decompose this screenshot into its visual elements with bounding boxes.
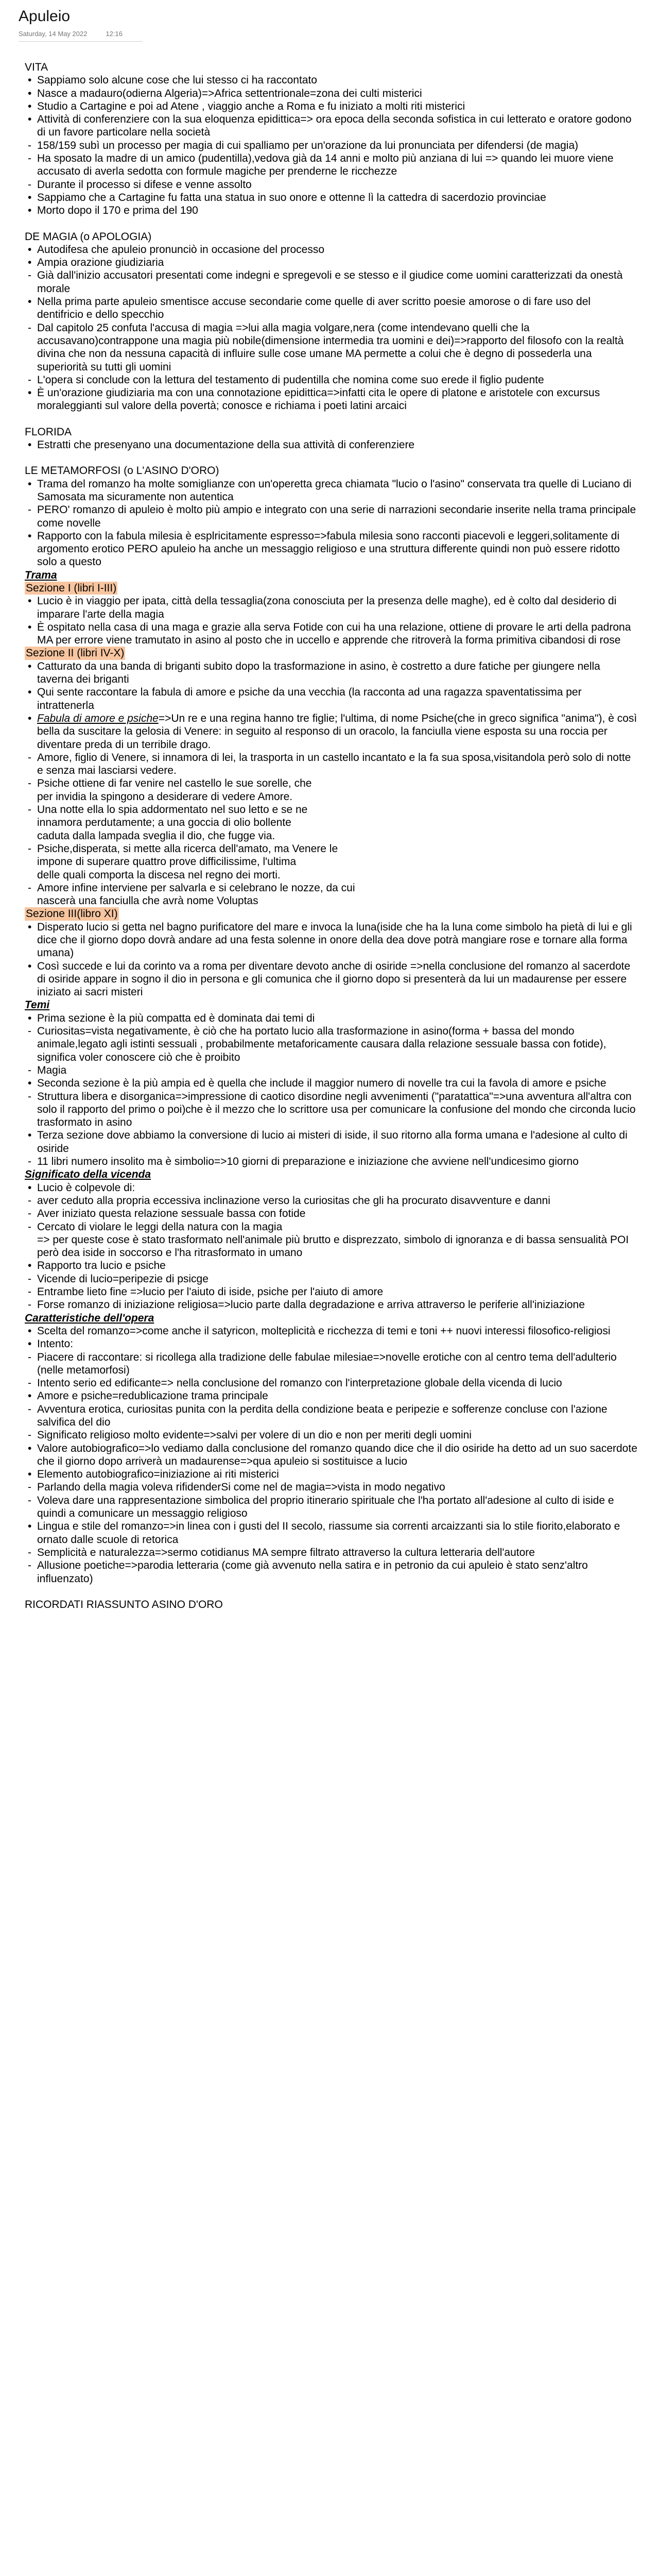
note-body[interactable] [25, 61, 637, 1611]
dash-item: - Dal capitolo 25 confuta l'accusa di magia =>lui alla magia volgare,nera (come intendevano quelli che la accusavano)contrappone una magia più nobile(dimensione intermedia tra uomini e dei)=>rapporto del filosofo con la realtà divina che non da nessuna capacità di influire sulle cose umane MA permette a colui che è degno di possederla una superiorità su tutti gli uomini [25, 321, 637, 374]
dash-item: - Entrambe lieto fine =>lucio per l'aiuto di iside, psiche per l'aiuto di amore [25, 1285, 637, 1298]
subsection-heading [25, 998, 637, 1011]
subsection-heading [25, 1312, 637, 1325]
dash-item: - Vicende di lucio=peripezie di psicge [25, 1273, 637, 1285]
blank-line [25, 217, 637, 230]
bullet-item: • Disperato lucio si getta nel bagno purificatore del mare e invoca la luna(iside che ha la luna come simbolo ha pietà di lui e gli dice che il giorno dopo dovrà andare ad una festa solenne in onore della dea dove potrà mangiare rose e tornare alla forma umana) [25, 921, 637, 960]
note-list [25, 595, 637, 647]
note-list [25, 74, 637, 217]
dash-item: - Ha sposato la madre di un amico (pudentilla),vedova già da 14 anni e molto più anziana di lui => quando lei muore viene accusato di averla sedotta con formule magiche per prenderne le ricchezze [25, 152, 637, 178]
section-heading: RICORDATI RIASSUNTO ASINO D'ORO [25, 1598, 223, 1611]
subsection-heading-text: Temi [25, 999, 50, 1011]
bullet-item: • Lucio è in viaggio per ipata, città della tessaglia(zona conosciuta per la presenza delle maghe), ed è colto dal desiderio di imparare l'arte della magia [25, 595, 637, 621]
highlighted-text: Sezione II (libri IV-X) [26, 647, 125, 659]
bullet-item: • Lingua e stile del romanzo=>in linea con i gusti del II secolo, riassume sia correnti arcaizzanti sia lo stile fiorito,elaborato e ornato dalle scuole di retorica [25, 1520, 637, 1546]
dash-item: - Magia [25, 1064, 637, 1077]
highlighted-text: Sezione I (libri I-III) [26, 582, 117, 594]
note-list [25, 1181, 637, 1312]
dash-item: - Struttura libera e disorganica=>impressione di caotico disordine negli avvenimenti ("paratattica"=>una avventura all'altra con solo il rapporto del primo o poi)che è il mezzo che lo scrittore usa per comunicare la confusione del mondo che circonda lucio trasformato in asino [25, 1090, 637, 1129]
bullet-item: • Trama del romanzo ha molte somiglianze con un'operetta greca chiamata "lucio o l'asino" conservata tra quelle di Luciano di Samosata ma sicuramente non autentica [25, 478, 637, 504]
subsection-heading-text: Significato della vicenda [25, 1168, 151, 1181]
dash-item: - PERO' romanzo di apuleio è molto più ampio e integrato con una serie di narrazioni secondarie inserite nella trama principale come novelle [25, 503, 637, 530]
bullet-item: • Sappiamo che a Cartagine fu fatta una statua in suo onore e ottenne lì la cattedra di sacerdozio provinciae [25, 191, 637, 204]
bullet-item: • Qui sente raccontare la fabula di amore e psiche da una vecchia (la racconta ad una ragazza spaventatissima per intrattenerla [25, 686, 637, 712]
dash-item: - Parlando della magia voleva rifidenderSi come nel de magia=>vista in modo negativo [25, 1481, 637, 1494]
bullet-item: • Amore e psiche=redublicazione trama principale [25, 1389, 637, 1402]
bullet-item: • Attività di conferenziere con la sua eloquenza epidittica=> ora epoca della seconda sofistica in cui letterato e oratore godono di un favore particolare nella società [25, 113, 637, 139]
dash-item: - Amore infine interviene per salvarla e si celebrano le nozze, da cui nascerà una fanciulla che avrà nome Voluptas [25, 882, 637, 908]
dash-item: - 11 libri numero insolito ma è simbolio=>10 giorni di preparazione e iniziazione che avviene nell'undicesimo giorno [25, 1155, 637, 1168]
section-heading: DE MAGIA (o APOLOGIA) [25, 230, 152, 243]
highlighted-section-label [25, 907, 637, 920]
dash-item: - Già dall'inizio accusatori presentati come indegni e spregevoli e se stesso e il giudice come uomini caratterizzati da onestà morale [25, 269, 637, 295]
dash-item: - Intento serio ed edificante=> nella conclusione del romanzo con l'interpretazione globale della vicenda di lucio [25, 1377, 637, 1389]
dash-item: - aver ceduto alla propria eccessiva inclinazione verso la curiositas che gli ha procurato disavventure e danni [25, 1194, 637, 1207]
page-title[interactable]: Apuleio [19, 8, 71, 25]
dash-item: - L'opera si conclude con la lettura del testamento di pudentilla che nomina come suo erede il figlio pudente [25, 374, 637, 386]
blank-line [25, 451, 637, 464]
dash-item: - Significato religioso molto evidente=>salvi per volere di un dio e non per meriti degli uomini [25, 1429, 637, 1442]
bullet-item: • Intento: [25, 1337, 637, 1350]
highlighted-text: Sezione III(libro XI) [26, 908, 118, 920]
highlighted-section-label [25, 647, 637, 659]
bullet-item: • Elemento autobiografico=iniziazione ai riti misterici [25, 1468, 637, 1481]
bullet-item: • Terza sezione dove abbiamo la conversione di lucio ai misteri di iside, il suo ritorno alla forma umana e l'adesione al culto di osiride [25, 1129, 637, 1155]
bullet-item: • Sappiamo solo alcune cose che lui stesso ci ha raccontato [25, 74, 637, 87]
dash-item: - Piacere di raccontare: si ricollega alla tradizione delle fabulae milesiae=>novelle erotiche con al centro tema dell'adulterio (nelle metamorfosi) [25, 1351, 637, 1377]
dash-item: - Una notte ella lo spia addormentato nel suo letto e se ne innamora perdutamente; a una goccia di olio bollente caduta dalla lampada sveglia il dio, che fugge via. [25, 803, 637, 842]
blank-line [25, 413, 637, 426]
dash-item: - Aver iniziato questa relazione sessuale bassa con fotide [25, 1207, 637, 1220]
bullet-item: • Estratti che presenyano una documentazione della sua attività di conferenziere [25, 438, 637, 451]
bullet-item: • Catturato da una banda di briganti subito dopo la trasformazione in asino, è costretto a dure fatiche per giungere nella taverna dei briganti [25, 660, 637, 686]
dash-item: - Avventura erotica, curiositas punita con la perdita della condizione beata e peripezie e sofferenze concluse con l'azione salvifica del dio [25, 1403, 637, 1429]
bullet-item: • Valore autobiografico=>lo vediamo dalla conclusione del romanzo quando dice che il dio osiride ha detto ad un suo sacerdote che il giorno dopo arriverà un madaurense=>qua apuleio si sostituisce a lucio [25, 1442, 637, 1468]
bullet-item: • Fabula di amore e psiche=>Un re e una regina hanno tre figlie; l'ultima, di nome Psiche(che in greco significa "anima"), è così bella da suscitare la gelosia di Venere: in seguito al responso di un oracolo, la fanciulla viene esposta su una roccia per diventare preda di un terribile drago. [25, 712, 637, 751]
bullet-item: • Rapporto con la fabula milesia è esplricitamente espresso=>fabula milesia sono racconti piacevoli e leggeri,solitamente di argomento erotico PERO apuleio ha anche un messaggio religioso e una struttura differente quindi non può essere ridotto solo a questo [25, 530, 637, 569]
bullet-item: • Autodifesa che apuleio pronunciò in occasione del processo [25, 243, 637, 256]
bullet-item: • È ospitato nella casa di una maga e grazie alla serva Fotide con cui ha una relazione, ottiene di provare le arti della padrona MA per errore viene tramutato in asino al posto che in uccello e apprende che ritroverà la forma primitiva cibandosi di rose [25, 621, 637, 647]
bullet-item: • Così succede e lui da corinto va a roma per diventare devoto anche di osiride =>nella conclusione del romanzo al sacerdote di osiride appare in sogno il dio in persona e gli comunica che il giorno dopo si presenterà da lui un madaurense per essere iniziato ai sacri misteri [25, 960, 637, 999]
bullet-item: • È un'orazione giudiziaria ma con una connotazione epidittica=>infatti cita le opere di platone e aristotele con excursus moraleggianti sul valore della povertà; conosce e richiama i poeti latini arcaici [25, 386, 637, 413]
page-date: Saturday, 14 May 2022 [19, 30, 88, 38]
dash-item: - Cercato di violare le leggi della natura con la magia => per queste cose è stato trasformato nell'animale più brutto e disprezzato, simbolo di ignoranza e di bassa sensualità POI però dea iside in soccorso e l'ha ritrasformato in umano [25, 1221, 637, 1260]
dash-item: - Allusione poetiche=>parodia letteraria (come già avvenuto nella satira e in petronio da cui apuleio è stato senz'altro influenzato) [25, 1559, 637, 1585]
section-heading: LE METAMORFOSI (o L'ASINO D'ORO) [25, 465, 219, 477]
dash-item: - Voleva dare una rappresentazione simbolica del proprio itinerario spirituale che l'ha portato all'adesione al culto di iside e quindi a comunicare un messaggio religioso [25, 1494, 637, 1520]
bullet-item: • Morto dopo il 170 e prima del 190 [25, 204, 637, 217]
dash-item: - Psiche ottiene di far venire nel castello le sue sorelle, che per invidia la spingono a desiderare di vedere Amore. [25, 777, 637, 803]
bullet-item: • Seconda sezione è la più ampia ed è quella che include il maggior numero di novelle tra cui la favola di amore e psiche [25, 1077, 637, 1090]
note-list [25, 438, 637, 451]
note-list [25, 478, 637, 569]
bullet-item: • Ampia orazione giudiziaria [25, 256, 637, 269]
section-heading: FLORIDA [25, 426, 72, 438]
note-list [25, 921, 637, 999]
dash-item: - Amore, figlio di Venere, si innamora di lei, la trasporta in un castello incantato e la fa sua sposa,visitandola però solo di notte e senza mai lasciarsi vedere. [25, 751, 637, 777]
title-divider [19, 41, 142, 42]
dash-item: - Forse romanzo di iniziazione religiosa=>lucio parte dalla degradazione e arriva attraverso le periferie all'iniziazione [25, 1298, 637, 1311]
dash-item: - Curiositas=vista negativamente, è ciò che ha portato lucio alla trasformazione in asino(forma + bassa del mondo animale,legato agli istinti sessuali , probabilmente metaforicamente causara dalla relazione sessuale bassa con fotide), significa voler conoscere ciò che è proibito [25, 1025, 637, 1064]
bullet-item: • Studio a Cartagine e poi ad Atene , viaggio anche a Roma e fu iniziato a molti riti misterici [25, 100, 637, 113]
bullet-item: • Lucio è colpevole di: [25, 1181, 637, 1194]
subsection-heading-text: Caratteristiche dell'opera [25, 1312, 154, 1324]
subsection-heading-text: Trama [25, 569, 57, 581]
page-meta [19, 30, 123, 38]
subsection-heading [25, 569, 637, 582]
bullet-item: • Rapporto tra lucio e psiche [25, 1259, 637, 1272]
note-list [25, 243, 637, 413]
note-list [25, 1012, 637, 1168]
page-time: 12:16 [106, 30, 123, 38]
subsection-heading [25, 1168, 637, 1181]
bullet-item: • Prima sezione è la più compatta ed è dominata dai temi di [25, 1012, 637, 1025]
bullet-item: • Scelta del romanzo=>come anche il satyricon, molteplicità e ricchezza di temi e toni ++ nuovi interessi filosofico-religiosi [25, 1325, 637, 1337]
blank-line [25, 1585, 637, 1598]
emphasis-text: Fabula di amore e psiche [37, 712, 159, 724]
highlighted-section-label [25, 582, 637, 595]
bullet-item: • Nasce a madauro(odierna Algeria)=>Africa settentrionale=zona dei culti misterici [25, 87, 637, 100]
section-heading: VITA [25, 61, 48, 73]
bullet-item: • Nella prima parte apuleio smentisce accuse secondarie come quelle di aver scritto poesie amorose o di fare uso del dentifricio e dello specchio [25, 295, 637, 321]
note-list [25, 1325, 637, 1585]
dash-item: - Semplicità e naturalezza=>sermo cotidianus MA sempre filtrato attraverso la cultura letteraria dell'autore [25, 1546, 637, 1559]
dash-item: - Durante il processo si difese e venne assolto [25, 178, 637, 191]
dash-item: - 158/159 subì un processo per magia di cui spalliamo per un'orazione da lui pronunciata per difendersi (de magia) [25, 139, 637, 152]
dash-item: - Psiche,disperata, si mette alla ricerca dell'amato, ma Venere le impone di superare quattro prove difficilissime, l'ultima delle quali comporta la discesa nel regno dei morti. [25, 842, 637, 882]
note-list [25, 660, 637, 908]
